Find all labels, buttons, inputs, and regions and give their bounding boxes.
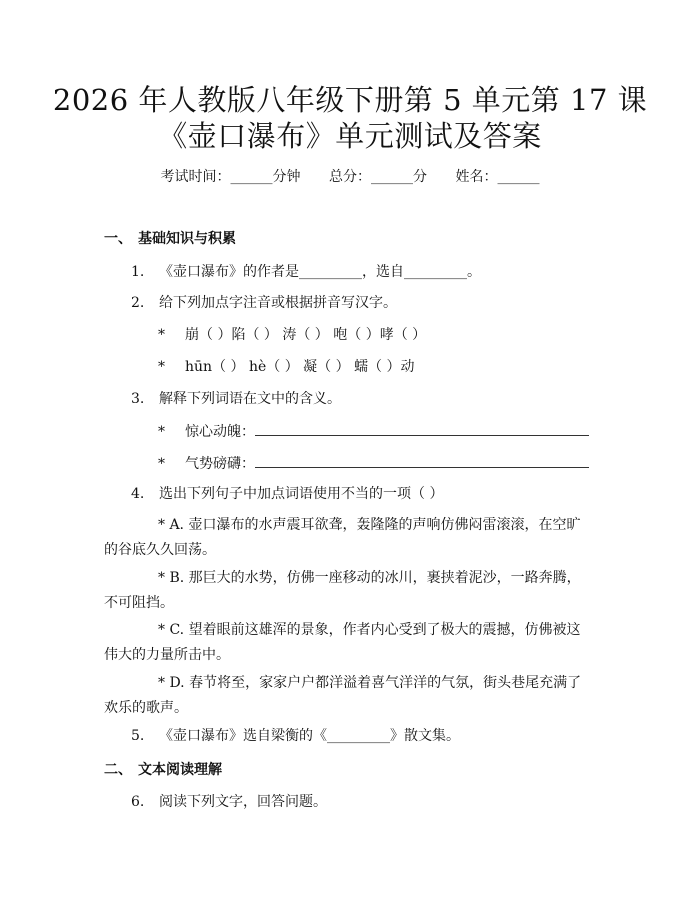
question-text: 阅读下列文字，回答问题。 [159,794,327,810]
option-d: * D. 春节将至，家家户户都洋溢着喜气洋洋的气氛，街头巷尾充满了欢乐的歌声。 [104,675,582,716]
item-label: 惊心动魄： [185,424,255,440]
question-number: 1. [131,264,145,280]
section-title: 文本阅读理解 [138,762,222,778]
bullet: * [158,327,165,343]
question-2 [131,293,397,313]
document-title-line-2: 《壶口瀑布》单元测试及答案 [158,119,542,153]
item-text: hūn（ ） hè（ ） 凝（ ） 蠕（ ）动 [185,359,415,375]
question-3 [131,389,341,409]
list-item [158,421,589,442]
question-6 [131,792,327,812]
item-text: 崩（ ）陷（ ） 涛（ ） 咆（ ）哮（ ） [185,327,427,343]
section-number: 一、 [104,231,132,247]
question-number: 2. [131,295,145,311]
answer-blank[interactable] [255,453,589,468]
exam-name: 姓名：______ [455,169,540,185]
list-item [158,325,426,345]
question-5 [131,726,460,746]
question-text: 《壶口瀑布》选自梁衡的《_________》散文集。 [159,728,460,744]
question-number: 4. [131,486,145,502]
bullet: * [158,359,165,375]
bullet: * [158,424,165,440]
section-title: 基础知识与积累 [138,231,236,247]
option-c: * C. 望着眼前这雄浑的景象，作者内心受到了极大的震撼，仿佛被这伟大的力量所击中。 [104,622,581,663]
option-a: * A. 壶口瀑布的水声震耳欲聋，轰隆隆的声响仿佛闷雷滚滚，在空旷的谷底久久回荡。 [104,517,581,558]
question-number: 5. [131,728,145,744]
list-item [158,453,589,474]
exam-time: 考试时间：______分钟 [160,169,301,185]
exam-score: 总分：______分 [329,169,427,185]
question-number: 6. [131,794,145,810]
question-number: 3. [131,391,145,407]
section-heading [104,229,236,249]
item-label: 气势磅礴： [185,456,255,472]
question-4 [131,484,443,504]
question-text: 选出下列句子中加点词语使用不当的一项（ ） [159,486,444,502]
list-item [158,357,415,377]
question-1 [131,262,481,282]
section-heading [104,760,222,780]
section-number: 二、 [104,762,132,778]
exam-meta [0,167,700,187]
question-text: 《壶口瀑布》的作者是_________，选自_________。 [159,264,481,280]
answer-blank[interactable] [255,421,589,436]
question-text: 给下列加点字注音或根据拼音写汉字。 [159,295,397,311]
question-text: 解释下列词语在文中的含义。 [159,391,341,407]
option-b: * B. 那巨大的水势，仿佛一座移动的冰川，裹挟着泥沙，一路奔腾，不可阻挡。 [104,570,581,611]
bullet: * [158,456,165,472]
document-title-line-1: 2026 年人教版八年级下册第 5 单元第 17 课 [52,83,648,117]
